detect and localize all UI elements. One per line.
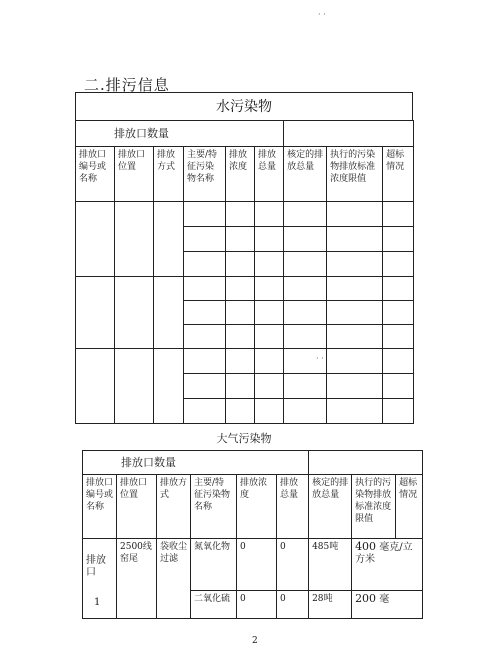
air-row-pollutant: 氮氧化物: [191, 539, 237, 591]
water-cell-empty: [383, 325, 414, 349]
water-cell-empty: [184, 227, 226, 252]
air-row-limit-value: 200: [355, 592, 377, 605]
air-header-standard-limit: 执行的污染物排放标准浓度限值: [352, 475, 396, 539]
water-header-discharge-method: 排放方式: [154, 147, 184, 202]
water-header-exceed-status: 超标情况: [383, 147, 414, 202]
air-header-outlet-name: 排放口编号或名称: [83, 475, 117, 539]
water-cell-empty: [327, 301, 383, 325]
air-header-total: 排放总量: [277, 475, 309, 539]
water-cell-empty: [327, 374, 383, 399]
water-cell-empty: [226, 227, 255, 252]
air-pollutant-table: [82, 450, 423, 619]
water-cell-empty: [327, 325, 383, 349]
water-cell-empty: [255, 399, 284, 424]
water-cell-empty: [184, 325, 226, 349]
water-cell-empty: [184, 399, 226, 424]
water-cell-empty: [255, 301, 284, 325]
water-cell-empty: [115, 277, 154, 349]
air-row-pollutant: 二氧化硫: [191, 591, 237, 619]
water-cell-empty: [383, 374, 414, 399]
air-row-limit-unit: 毫克/立方米: [355, 542, 413, 565]
section-title: 二.排污信息: [84, 76, 170, 94]
water-cell-empty: [327, 202, 383, 227]
water-cell-empty: [383, 301, 414, 325]
water-cell-empty: [284, 399, 327, 424]
water-cell-empty: [284, 301, 327, 325]
air-header-discharge-method: 排放方式: [157, 475, 191, 539]
air-outlet-count-value: [309, 451, 423, 475]
water-cell-empty: [154, 349, 184, 424]
water-outlet-count-label: 排放口数量: [76, 121, 284, 147]
scan-speck: · ·: [318, 10, 326, 19]
water-cell-empty: [327, 277, 383, 301]
water-cell-empty: [226, 277, 255, 301]
air-row-total: 0: [277, 591, 309, 619]
air-table-title: 大气污染物: [216, 432, 272, 445]
water-cell-empty: [383, 202, 414, 227]
water-cell-empty: [255, 325, 284, 349]
water-cell-empty: [226, 399, 255, 424]
scan-speck: · ·: [316, 354, 324, 363]
water-cell-empty: [184, 374, 226, 399]
water-cell-empty: [226, 301, 255, 325]
water-pollutant-table: [75, 120, 414, 424]
air-row-limit-unit: 毫: [379, 594, 390, 605]
air-row-concentration: 0: [237, 591, 277, 619]
water-cell-empty: [226, 252, 255, 277]
water-cell-empty: [226, 202, 255, 227]
water-header-total: 排放总量: [255, 147, 284, 202]
water-header-concentration: 排放浓度: [226, 147, 255, 202]
water-cell-empty: [284, 277, 327, 301]
water-cell-empty: [226, 374, 255, 399]
air-row-concentration: 0: [237, 539, 277, 591]
air-row-standard-limit: [352, 591, 423, 619]
water-cell-empty: [327, 252, 383, 277]
water-cell-empty: [255, 202, 284, 227]
water-header-approved-total: 核定的排放总量: [284, 147, 327, 202]
water-cell-empty: [255, 374, 284, 399]
water-header-outlet-name: 排放口编号或名称: [76, 147, 115, 202]
water-cell-empty: [184, 277, 226, 301]
water-cell-empty: [327, 227, 383, 252]
water-cell-empty: [383, 227, 414, 252]
water-table-title: 水污染物: [75, 92, 413, 120]
water-cell-empty: [184, 252, 226, 277]
air-outlet-name-cell: [83, 539, 117, 619]
water-cell-empty: [284, 227, 327, 252]
air-header-pollutant-name: 主要/特征污染物名称: [191, 475, 237, 539]
water-cell-empty: [327, 399, 383, 424]
water-cell-empty: [284, 252, 327, 277]
water-header-standard-limit: 执行的污染物排放标准浓度限值: [327, 147, 383, 202]
water-cell-empty: [255, 227, 284, 252]
air-outlet-name: 排放口: [86, 555, 106, 578]
air-row-standard-limit: [352, 539, 423, 591]
water-cell-empty: [255, 349, 284, 374]
water-cell-empty: [383, 399, 414, 424]
air-row-approved-total: 28吨: [309, 591, 352, 619]
water-cell-empty: [76, 202, 115, 277]
water-cell-empty: [255, 277, 284, 301]
air-row-limit-value: 400: [355, 540, 377, 553]
water-cell-empty: [115, 202, 154, 277]
water-cell-empty: [184, 349, 226, 374]
water-cell-empty: [255, 252, 284, 277]
air-header-approved-total: 核定的排放总量: [309, 475, 352, 539]
water-cell-empty: [184, 202, 226, 227]
air-outlet-count-label: 排放口数量: [83, 451, 309, 475]
water-cell-empty: [76, 349, 115, 424]
air-outlet-number: 1: [94, 597, 101, 608]
air-row-approved-total: 485吨: [309, 539, 352, 591]
water-cell-empty: [383, 349, 414, 374]
air-row-total: 0: [277, 539, 309, 591]
water-cell-empty: [154, 202, 184, 277]
air-header-exceed-status: 超标情况: [396, 475, 423, 539]
water-cell-empty: [284, 325, 327, 349]
water-cell-empty: [154, 277, 184, 349]
water-cell-empty: [284, 202, 327, 227]
water-header-pollutant-name: 主要/特征污染物名称: [184, 147, 226, 202]
water-cell-empty: [226, 325, 255, 349]
air-header-outlet-location: 排放口位置: [117, 475, 157, 539]
air-outlet-location: 2500线窑尾: [117, 539, 157, 619]
water-cell-empty: [76, 277, 115, 349]
water-cell-empty: [226, 349, 255, 374]
water-cell-empty: [383, 277, 414, 301]
water-cell-empty: [284, 374, 327, 399]
page-number: 2: [252, 636, 258, 646]
water-cell-empty: [327, 349, 383, 374]
water-outlet-count-value: [284, 121, 414, 147]
water-header-outlet-location: 排放口位置: [115, 147, 154, 202]
air-header-concentration: 排放浓度: [237, 475, 277, 539]
water-cell-empty: [115, 349, 154, 424]
water-cell-empty: [383, 252, 414, 277]
air-discharge-method: 袋收尘过滤: [157, 539, 191, 619]
water-cell-empty: [184, 301, 226, 325]
